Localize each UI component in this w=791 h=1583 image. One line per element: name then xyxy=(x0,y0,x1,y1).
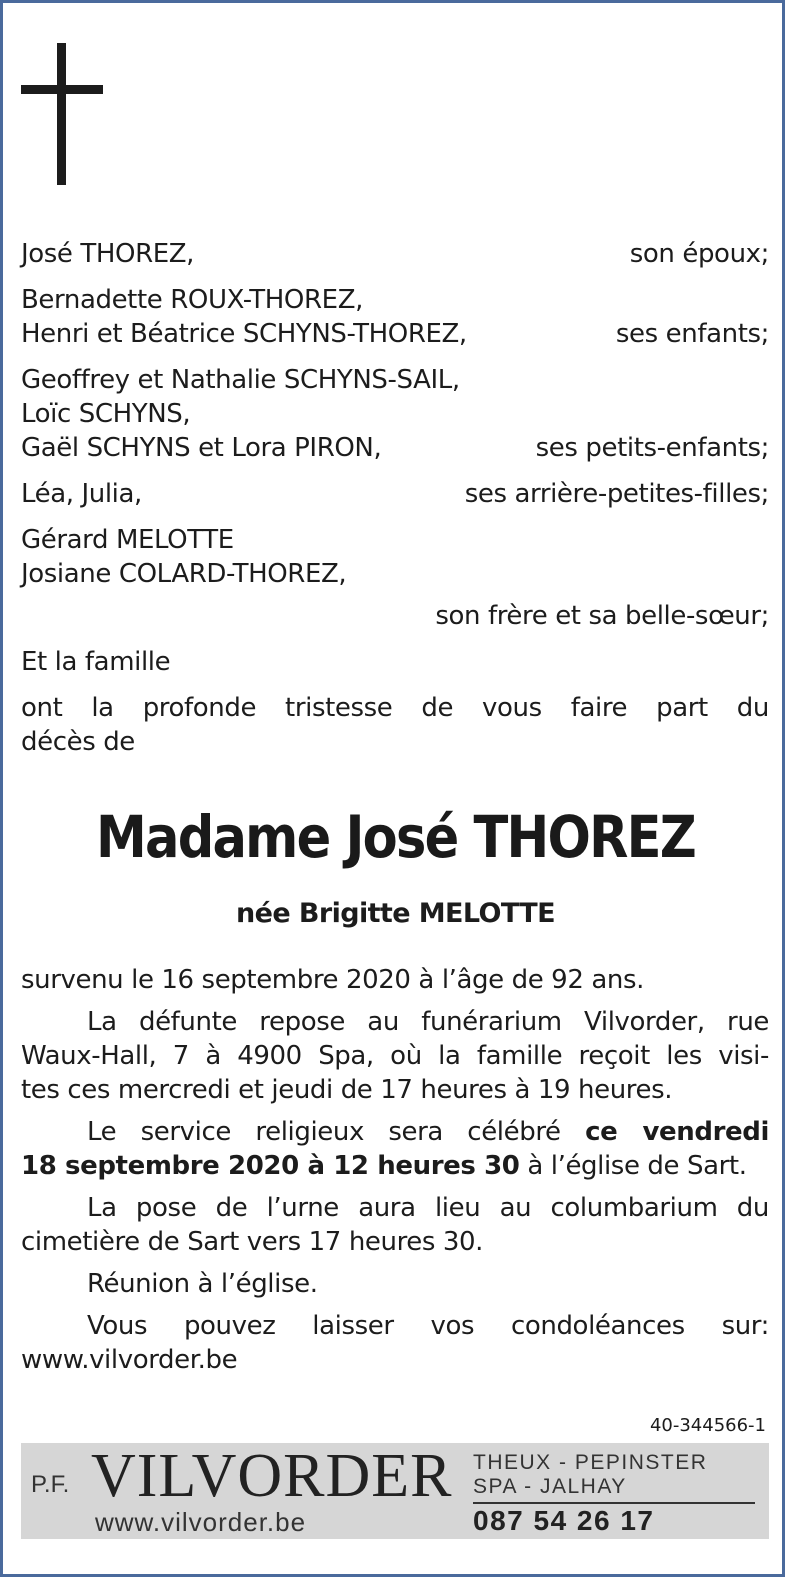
phone-number: 087 54 26 17 xyxy=(473,1505,655,1536)
paragraph-line: La défunte repose au funérarium Vilvorder, rue xyxy=(87,1007,769,1037)
service-datetime: 18 septembre 2020 à 12 heures 30 xyxy=(21,1151,520,1181)
brand-logo: VILVORDER xyxy=(91,1442,453,1510)
paragraph-line: cimetière de Sart vers 17 heures 30. xyxy=(21,1227,484,1257)
divider xyxy=(473,1502,755,1504)
family-member: José THOREZ, xyxy=(21,239,195,269)
paragraph-line xyxy=(21,1115,769,1149)
towns-list xyxy=(473,1451,761,1499)
paragraph-line: La pose de l’urne aura lieu au columbarium du xyxy=(87,1193,769,1223)
cross-icon xyxy=(21,43,103,185)
notice-body xyxy=(21,963,769,1377)
family-member: Loïc SCHYNS, xyxy=(21,399,191,429)
deceased-name: Madame José THOREZ xyxy=(95,803,696,871)
family-member: Gaël SCHYNS et Lora PIRON, xyxy=(21,433,382,463)
relation-label: son époux; xyxy=(629,239,769,269)
condolences-link[interactable]: www.vilvorder.be xyxy=(21,1345,238,1375)
announcement-line: décès de xyxy=(21,727,135,757)
family-member: Josiane COLARD-THOREZ, xyxy=(21,559,347,589)
relation-label: ses enfants; xyxy=(615,319,769,349)
website-link[interactable]: www.vilvorder.be xyxy=(95,1507,307,1537)
family-member: Henri et Béatrice SCHYNS-THOREZ, xyxy=(21,319,467,349)
paragraph-line: Vous pouvez laisser vos condoléances sur: xyxy=(87,1311,769,1341)
towns-line: THEUX - PEPINSTER xyxy=(473,1451,708,1474)
paragraph-line: Réunion à l’église. xyxy=(87,1269,318,1299)
birth-name: née Brigitte MELOTTE xyxy=(236,898,555,929)
family-list xyxy=(21,237,769,759)
service-place: à l’église de Sart. xyxy=(519,1151,747,1181)
family-member: Bernadette ROUX-THOREZ, xyxy=(21,285,363,315)
family-member: Léa, Julia, xyxy=(21,479,142,509)
brand-prefix: P.F. xyxy=(31,1471,70,1498)
funeral-home-banner xyxy=(21,1443,769,1539)
relation-label: ses petits-enfants; xyxy=(535,433,769,463)
service-day: ce vendredi xyxy=(585,1117,769,1147)
announcement-line: ont la profonde tristesse de vous faire part du xyxy=(21,693,769,723)
paragraph-line xyxy=(21,1149,769,1183)
relation-label: son frère et sa belle-sœur; xyxy=(435,601,769,631)
family-member: Geoffrey et Nathalie SCHYNS-SAIL, xyxy=(21,365,460,395)
family-member: Gérard MELOTTE xyxy=(21,525,234,555)
family-closing: Et la famille xyxy=(21,647,171,677)
towns-line: SPA - JALHAY xyxy=(473,1475,627,1498)
paragraph-line: Waux-Hall, 7 à 4900 Spa, où la famille reçoit les visi- xyxy=(21,1041,769,1071)
reference-number: 40-344566-1 xyxy=(649,1415,766,1436)
paragraph-line: tes ces mercredi et jeudi de 17 heures à 19 heures. xyxy=(21,1075,673,1105)
relation-label: ses arrière-petites-filles; xyxy=(464,479,769,509)
death-date-line: survenu le 16 septembre 2020 à l’âge de 92 ans. xyxy=(21,965,644,995)
service-text: Le service religieux sera célébré xyxy=(87,1117,561,1147)
